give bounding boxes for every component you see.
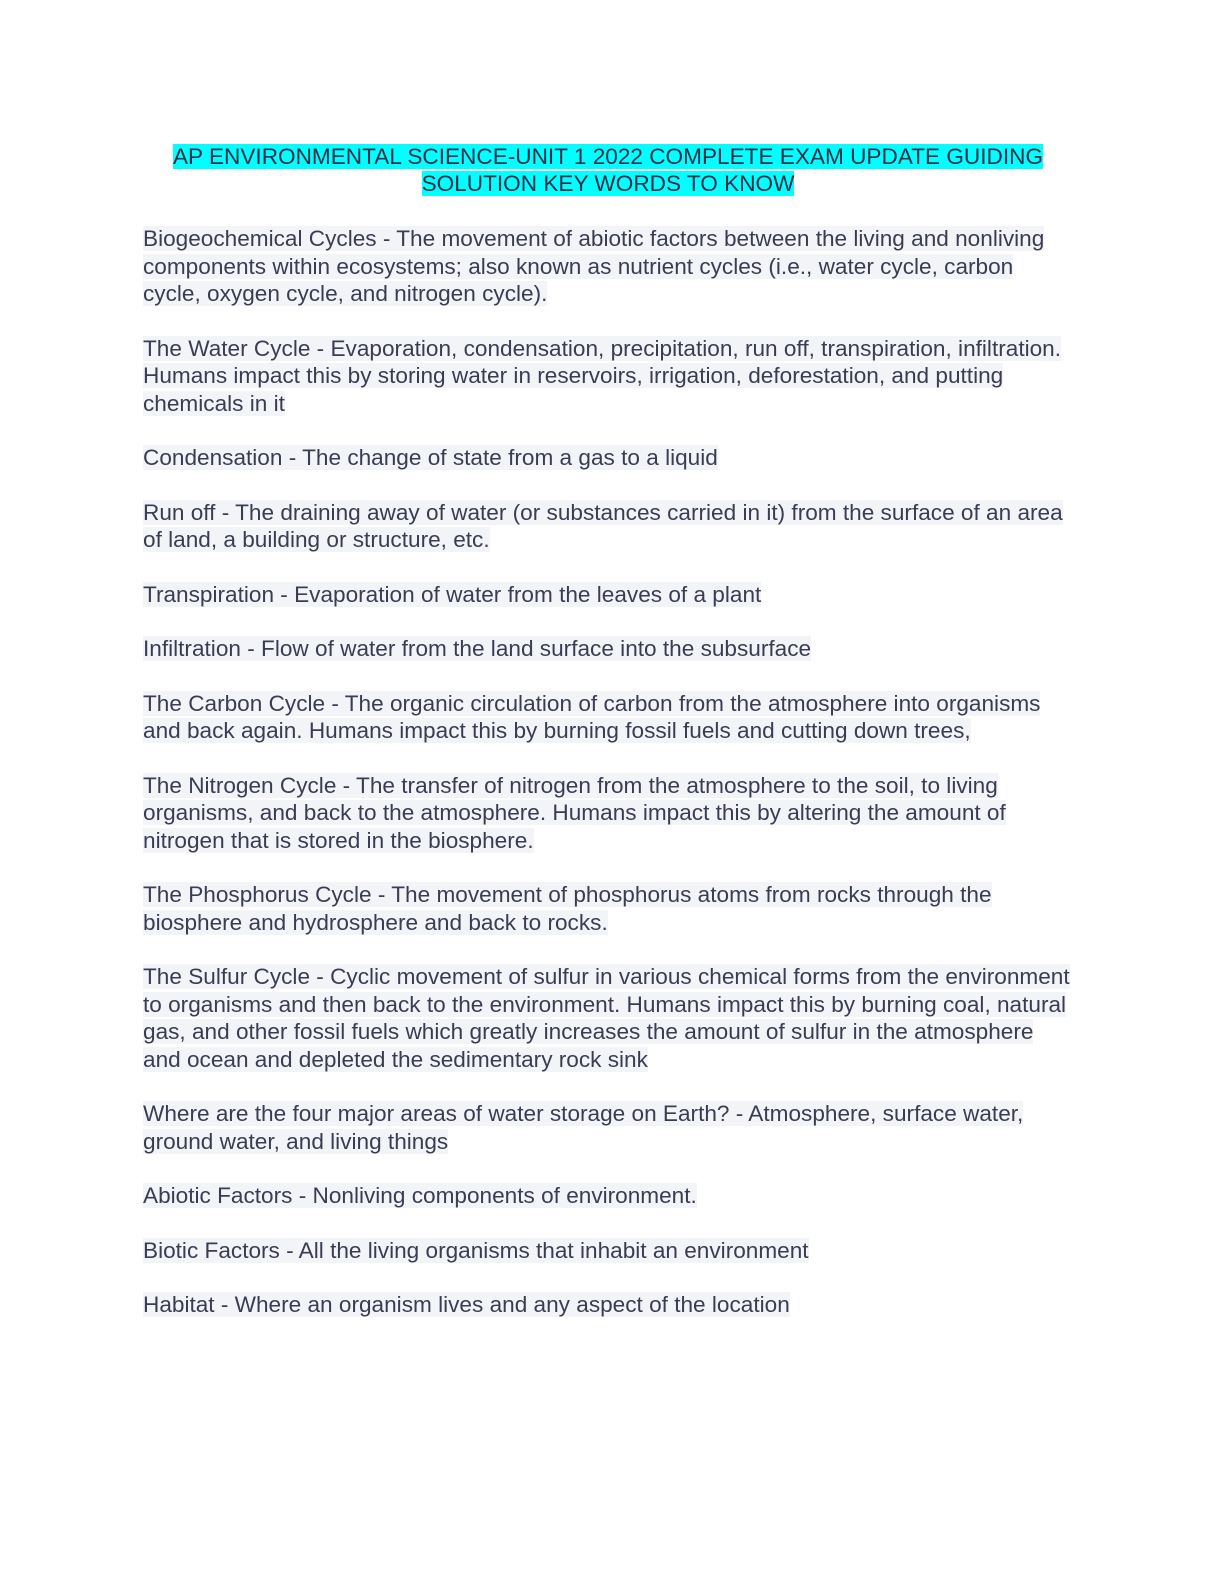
document-title-text: AP ENVIRONMENTAL SCIENCE-UNIT 1 2022 COMPLETE EXAM UPDATE GUIDING SOLUTION KEY WORDS TO KNOW: [172, 144, 1044, 196]
term-text: Run off - The draining away of water (or substances carried in it) from the surface of an area of land, a building or structure, etc.: [143, 499, 1063, 552]
document-title: [143, 143, 1073, 197]
term-text: Condensation - The change of state from a gas to a liquid: [143, 445, 718, 470]
term-text: Habitat - Where an organism lives and any aspect of the location: [143, 1292, 790, 1317]
term-text: Infiltration - Flow of water from the land surface into the subsurface: [143, 636, 812, 661]
term-water-storage: [143, 1100, 1073, 1155]
term-biotic-factors: [143, 1237, 1073, 1265]
term-text: Abiotic Factors - Nonliving components of environment.: [143, 1183, 697, 1208]
term-text: The Phosphorus Cycle - The movement of phosphorus atoms from rocks through the biosphere and hydrosphere and back to rocks.: [143, 882, 992, 935]
term-transpiration: [143, 581, 1073, 609]
term-carbon-cycle: [143, 690, 1073, 745]
term-infiltration: [143, 635, 1073, 663]
term-text: The Nitrogen Cycle - The transfer of nitrogen from the atmosphere to the soil, to living organisms, and back to the atmosphere. Humans impact this by altering the amount of nitrogen that is stored in the biosphere.: [143, 772, 1006, 853]
term-text: The Water Cycle - Evaporation, condensation, precipitation, run off, transpiration, infiltration. Humans impact this by storing water in reservoirs, irrigation, deforestation, and putting chemicals in it: [143, 335, 1062, 416]
term-run-off: [143, 499, 1073, 554]
term-condensation: [143, 444, 1073, 472]
document-page: [143, 143, 1073, 1346]
term-water-cycle: [143, 335, 1073, 418]
term-text: Biotic Factors - All the living organisms that inhabit an environment: [143, 1237, 809, 1263]
term-text: The Sulfur Cycle - Cyclic movement of sulfur in various chemical forms from the environment to organisms and then back to the environment. Humans impact this by burning coal, natural gas, and other fossil fuels which greatly increases the amount of sulfur in the atmosphere and ocean and depleted the sedimentary rock sink: [143, 964, 1070, 1072]
term-sulfur-cycle: [143, 963, 1073, 1073]
term-text: Biogeochemical Cycles - The movement of abiotic factors between the living and nonliving components within ecosystems; also known as nutrient cycles (i.e., water cycle, carbon cycle, oxygen cycle, and nitrogen cycle).: [143, 226, 1045, 306]
term-habitat: [143, 1291, 1073, 1319]
term-biogeochemical-cycles: [143, 225, 1073, 308]
term-text: Transpiration - Evaporation of water from the leaves of a plant: [143, 581, 762, 607]
term-phosphorus-cycle: [143, 881, 1073, 936]
key-terms-list: [143, 225, 1073, 1319]
term-text: Where are the four major areas of water storage on Earth? - Atmosphere, surface water, ground water, and living things: [143, 1101, 1024, 1154]
term-text: The Carbon Cycle - The organic circulation of carbon from the atmosphere into organisms and back again. Humans impact this by burning fossil fuels and cutting down trees,: [143, 690, 1041, 743]
term-abiotic-factors: [143, 1182, 1073, 1210]
term-nitrogen-cycle: [143, 772, 1073, 855]
